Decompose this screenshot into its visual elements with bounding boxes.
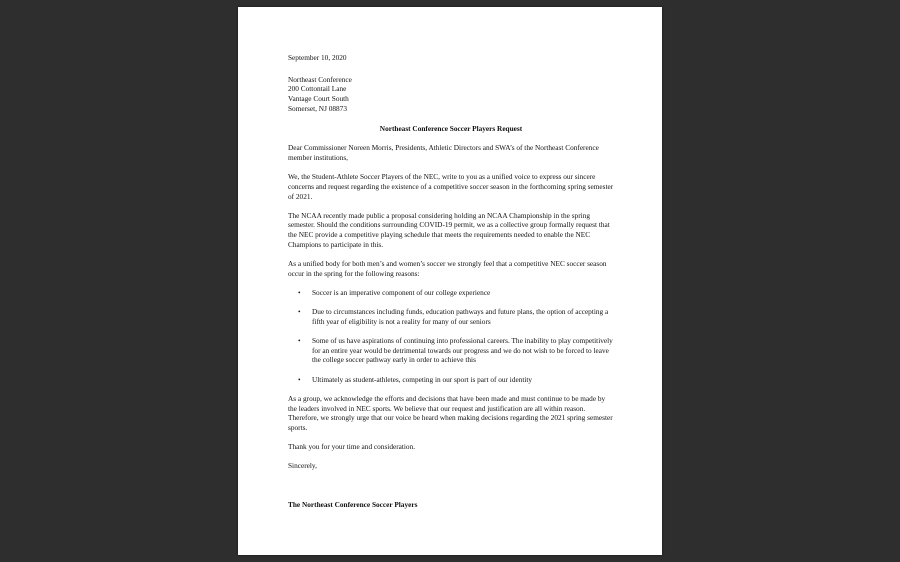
bullet-icon: • <box>298 307 301 317</box>
reason-text: Some of us have aspirations of continuing into professional careers. The inability to play competitively for an entire year would be detrimental towards our progress and we do not wish to be forced to leave the college soccer pathway early in order to achieve this <box>312 336 613 365</box>
address-line: 200 Cottontail Lane <box>288 84 347 94</box>
list-item <box>288 375 614 385</box>
reason-text: Soccer is an imperative component of our college experience <box>312 287 491 297</box>
recipient-address <box>288 75 614 114</box>
reason-text: Ultimately as student-athletes, competing in our sport is part of our identity <box>312 374 533 384</box>
list-item <box>288 288 614 298</box>
letter-subject: Northeast Conference Soccer Players Request <box>379 123 523 133</box>
paragraph-intro: We, the Student-Athlete Soccer Players of the NEC, write to you as a unified voice to express our sincere concerns and request regarding the existence of a competitive soccer season in the forthcoming spring semester of 2021. <box>288 172 614 201</box>
address-line: Vantage Court South <box>288 94 349 104</box>
reason-text: Due to circumstances including funds, education pathways and future plans, the option of accepting a fifth year of eligibility is not a reality for many of our seniors <box>312 307 609 326</box>
paragraph-reasons-intro: As a unified body for both men’s and women’s soccer we strongly feel that a competitive NEC soccer season occur in the spring for the following reasons: <box>288 259 607 278</box>
paragraph-acknowledgement: As a group, we acknowledge the efforts and decisions that have been made and must continue to be made by the leaders involved in NEC sports. We believe that our request and justification are all within reason. Therefore, we strongly urge that our voice be heard when making decisions regarding the 2021 spring semester sports. <box>288 393 613 432</box>
paragraph-ncaa-proposal: The NCAA recently made public a proposal considering holding an NCAA Championship in the spring semester. Should the conditions surrounding COVID-19 permit, we as a collective group formally request that the NEC provide a competitive playing schedule that meets the requirements needed to enable the NEC Champions to participate in this. <box>288 210 610 249</box>
address-line: Northeast Conference <box>288 74 352 84</box>
bullet-icon: • <box>298 287 301 297</box>
address-line: Somerset, NJ 08873 <box>288 103 347 113</box>
sign-off: Sincerely, <box>288 461 317 471</box>
list-item <box>288 336 614 365</box>
thank-you-line: Thank you for your time and consideration. <box>288 442 416 452</box>
reasons-list <box>288 288 614 384</box>
salutation: Dear Commissioner Noreen Morris, Presidents, Athletic Directors and SWA’s of the Northeast Conference member institutions, <box>288 143 599 162</box>
letter-page <box>238 7 662 555</box>
bullet-icon: • <box>298 336 301 346</box>
letter-content <box>288 53 614 510</box>
bullet-icon: • <box>298 374 301 384</box>
letter-date: September 10, 2020 <box>288 53 347 62</box>
signature: The Northeast Conference Soccer Players <box>288 500 418 510</box>
list-item <box>288 307 614 326</box>
